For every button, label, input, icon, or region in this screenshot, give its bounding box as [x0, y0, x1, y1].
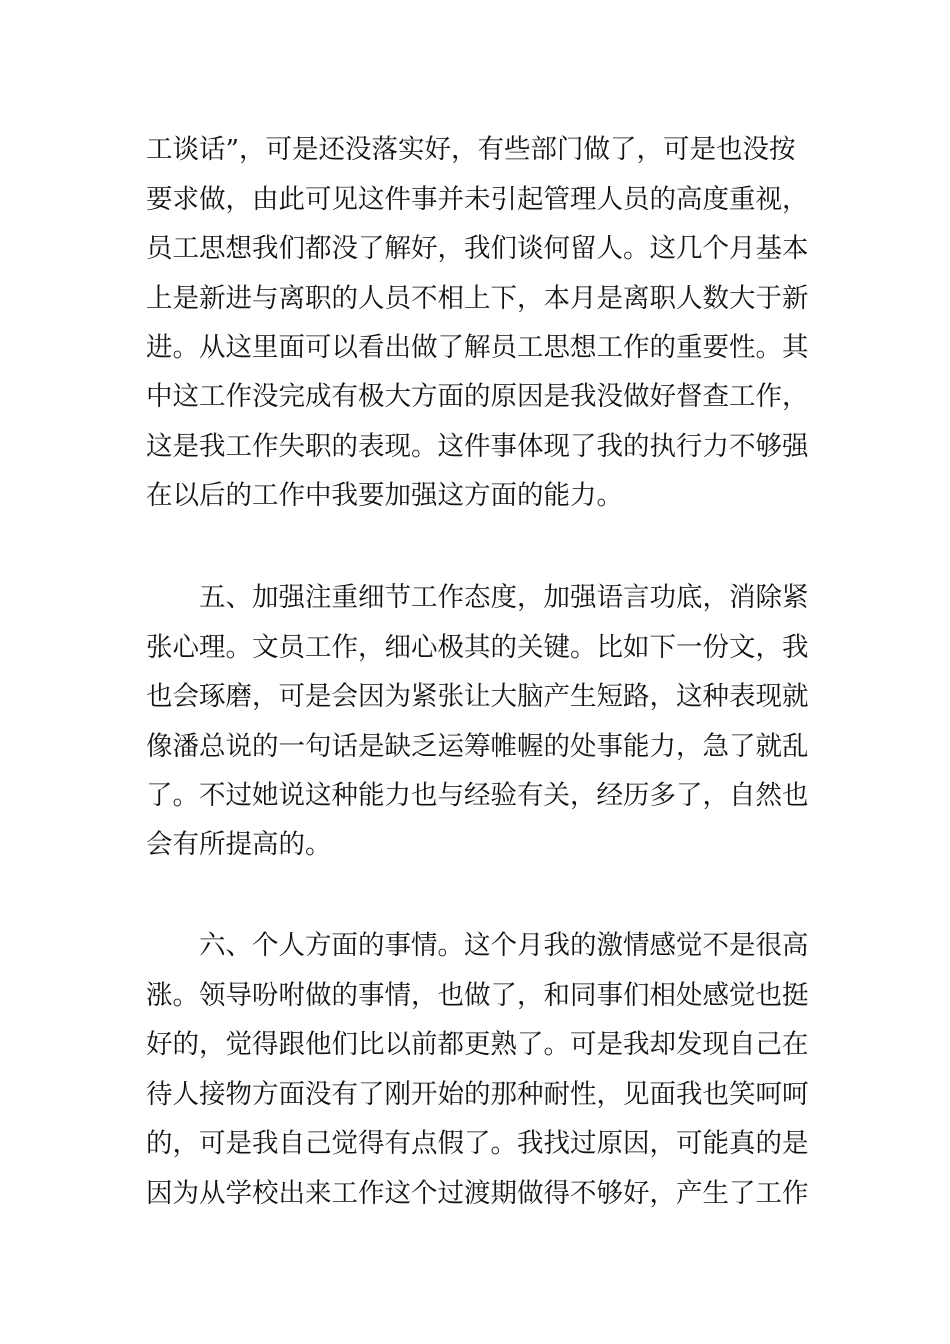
paragraph-line: 因为从学校出来工作这个过渡期做得不够好，产生了工作	[146, 1178, 809, 1209]
paragraph-line: 要求做，由此可见这件事并未引起管理人员的高度重视，	[146, 184, 809, 215]
paragraph-line: 中这工作没完成有极大方面的原因是我没做好督查工作，	[146, 381, 809, 412]
paragraph-line: 这是我工作失职的表现。这件事体现了我的执行力不够强	[146, 431, 809, 462]
paragraph-line: 员工思想我们都没了解好，我们谈何留人。这几个月基本	[146, 233, 809, 264]
section-heading-line: 六、个人方面的事情。这个月我的激情感觉不是很高	[199, 930, 809, 961]
paragraph-line: 好的，觉得跟他们比以前都更熟了。可是我却发现自己在	[146, 1029, 809, 1060]
paragraph-line: 的，可是我自己觉得有点假了。我找过原因，可能真的是	[146, 1128, 809, 1159]
paragraph-line: 像潘总说的一句话是缺乏运筹帷幄的处事能力，急了就乱	[146, 731, 809, 762]
paragraph-line: 涨。领导吩咐做的事情，也做了，和同事们相处感觉也挺	[146, 980, 809, 1011]
section-heading-line: 五、加强注重细节工作态度，加强语言功底，消除紧	[199, 582, 809, 613]
paragraph-line: 也会琢磨，可是会因为紧张让大脑产生短路，这种表现就	[146, 681, 809, 712]
paragraph-line: 待人接物方面没有了刚开始的那种耐性，见面我也笑呵呵	[146, 1079, 809, 1110]
paragraph-line: 进。从这里面可以看出做了解员工思想工作的重要性。其	[146, 332, 809, 363]
paragraph-line: 会有所提高的。	[146, 829, 332, 860]
paragraph-line: 张心理。文员工作，细心极其的关键。比如下一份文，我	[146, 632, 809, 663]
paragraph-line: 上是新进与离职的人员不相上下，本月是离职人数大于新	[146, 283, 809, 314]
paragraph-line: 在以后的工作中我要加强这方面的能力。	[146, 480, 623, 511]
paragraph-line: 工谈话”，可是还没落实好，有些部门做了，可是也没按	[146, 134, 796, 165]
paragraph-line: 了。不过她说这种能力也与经验有关，经历多了，自然也	[146, 780, 809, 811]
